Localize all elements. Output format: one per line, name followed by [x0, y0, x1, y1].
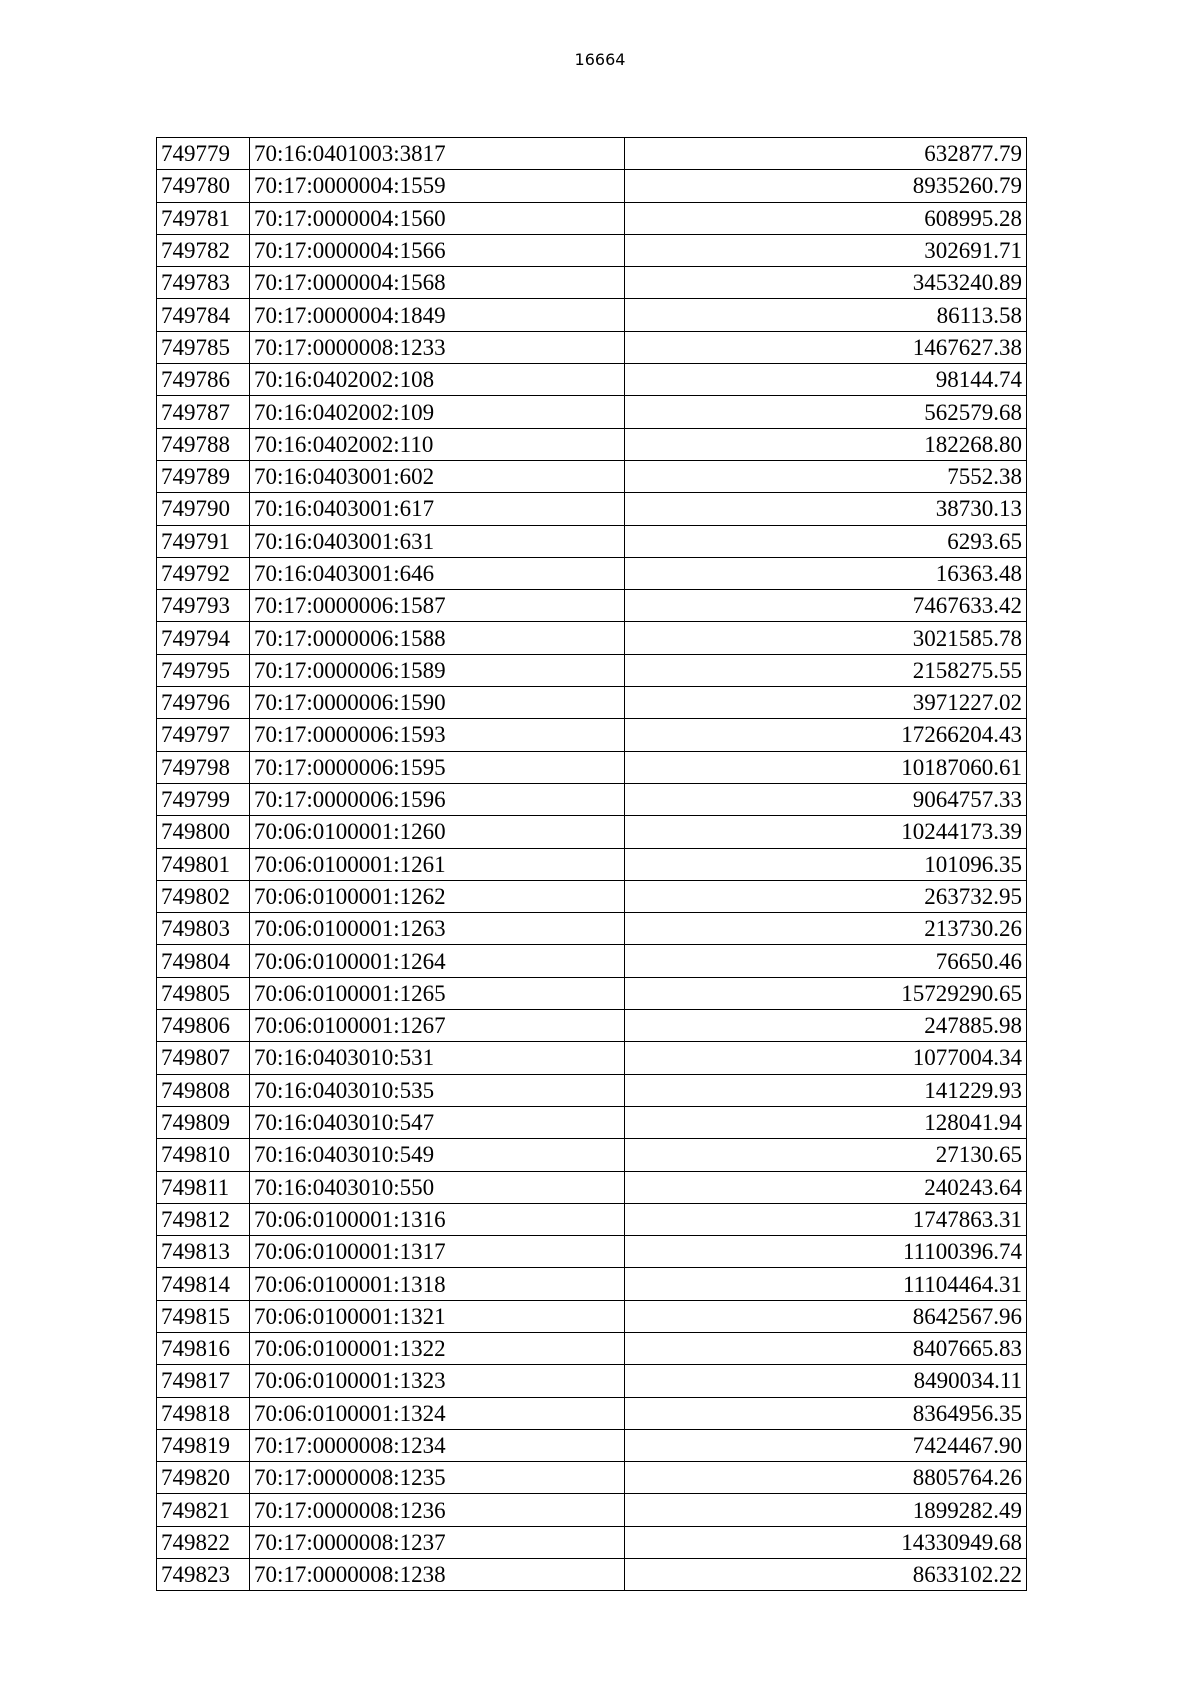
cadastral-value-cell: 608995.28	[625, 202, 1027, 234]
row-number-cell: 749808	[157, 1074, 250, 1106]
cadastral-value-cell: 8364956.35	[625, 1397, 1027, 1429]
table-row	[157, 1042, 1027, 1074]
row-number-cell: 749819	[157, 1429, 250, 1461]
cadastral-value-cell: 7552.38	[625, 460, 1027, 492]
table-row	[157, 1268, 1027, 1300]
cadastral-value-cell: 302691.71	[625, 234, 1027, 266]
cadastral-value-cell: 8935260.79	[625, 170, 1027, 202]
cadastral-value-cell: 1747863.31	[625, 1203, 1027, 1235]
row-number-cell: 749812	[157, 1203, 250, 1235]
cadastral-value-cell: 7424467.90	[625, 1429, 1027, 1461]
table-row	[157, 977, 1027, 1009]
cadastral-number-cell: 70:17:0000004:1849	[250, 299, 625, 331]
row-number-cell: 749796	[157, 687, 250, 719]
cadastral-value-cell: 240243.64	[625, 1171, 1027, 1203]
cadastral-number-cell: 70:17:0000004:1568	[250, 267, 625, 299]
cadastral-number-cell: 70:16:0403010:535	[250, 1074, 625, 1106]
table-row	[157, 234, 1027, 266]
row-number-cell: 749794	[157, 622, 250, 654]
cadastral-number-cell: 70:16:0403001:602	[250, 460, 625, 492]
table-row	[157, 880, 1027, 912]
cadastral-value-cell: 86113.58	[625, 299, 1027, 331]
table-row	[157, 396, 1027, 428]
cadastral-value-cell: 27130.65	[625, 1139, 1027, 1171]
table-row	[157, 1300, 1027, 1332]
cadastral-value-cell: 8633102.22	[625, 1559, 1027, 1591]
table-row	[157, 138, 1027, 170]
table-row	[157, 493, 1027, 525]
table-row	[157, 751, 1027, 783]
cadastral-value-cell: 15729290.65	[625, 977, 1027, 1009]
cadastral-number-cell: 70:17:0000004:1560	[250, 202, 625, 234]
table-row	[157, 945, 1027, 977]
table-row	[157, 1106, 1027, 1138]
cadastral-value-cell: 8805764.26	[625, 1462, 1027, 1494]
cadastral-number-cell: 70:06:0100001:1264	[250, 945, 625, 977]
table-row	[157, 719, 1027, 751]
cadastral-value-cell: 7467633.42	[625, 590, 1027, 622]
cadastral-value-cell: 16363.48	[625, 557, 1027, 589]
cadastral-value-cell: 8642567.96	[625, 1300, 1027, 1332]
cadastral-number-cell: 70:17:0000008:1234	[250, 1429, 625, 1461]
cadastral-number-cell: 70:17:0000008:1237	[250, 1526, 625, 1558]
cadastral-number-cell: 70:17:0000006:1588	[250, 622, 625, 654]
table-row	[157, 1559, 1027, 1591]
cadastral-number-cell: 70:16:0402002:110	[250, 428, 625, 460]
cadastral-value-cell: 632877.79	[625, 138, 1027, 170]
table-row	[157, 170, 1027, 202]
cadastral-number-cell: 70:06:0100001:1318	[250, 1268, 625, 1300]
row-number-cell: 749781	[157, 202, 250, 234]
row-number-cell: 749789	[157, 460, 250, 492]
cadastral-value-cell: 11104464.31	[625, 1268, 1027, 1300]
row-number-cell: 749782	[157, 234, 250, 266]
cadastral-value-cell: 2158275.55	[625, 654, 1027, 686]
cadastral-number-cell: 70:17:0000008:1238	[250, 1559, 625, 1591]
cadastral-value-cell: 38730.13	[625, 493, 1027, 525]
row-number-cell: 749795	[157, 654, 250, 686]
table-row	[157, 1332, 1027, 1364]
cadastral-value-cell: 3971227.02	[625, 687, 1027, 719]
cadastral-number-cell: 70:06:0100001:1321	[250, 1300, 625, 1332]
row-number-cell: 749793	[157, 590, 250, 622]
row-number-cell: 749792	[157, 557, 250, 589]
cadastral-number-cell: 70:17:0000008:1236	[250, 1494, 625, 1526]
cadastral-value-cell: 8407665.83	[625, 1332, 1027, 1364]
row-number-cell: 749787	[157, 396, 250, 428]
cadastral-number-cell: 70:06:0100001:1317	[250, 1236, 625, 1268]
cadastral-number-cell: 70:17:0000006:1587	[250, 590, 625, 622]
row-number-cell: 749821	[157, 1494, 250, 1526]
table-row	[157, 654, 1027, 686]
table-row	[157, 364, 1027, 396]
row-number-cell: 749816	[157, 1332, 250, 1364]
row-number-cell: 749780	[157, 170, 250, 202]
table-row	[157, 557, 1027, 589]
table-row	[157, 267, 1027, 299]
row-number-cell: 749788	[157, 428, 250, 460]
cadastral-number-cell: 70:17:0000008:1233	[250, 331, 625, 363]
cadastral-number-cell: 70:16:0403010:550	[250, 1171, 625, 1203]
table-row	[157, 331, 1027, 363]
cadastral-value-cell: 182268.80	[625, 428, 1027, 460]
cadastral-value-cell: 1899282.49	[625, 1494, 1027, 1526]
cadastral-number-cell: 70:16:0403001:631	[250, 525, 625, 557]
cadastral-value-cell: 3453240.89	[625, 267, 1027, 299]
cadastral-number-cell: 70:16:0403010:549	[250, 1139, 625, 1171]
cadastral-number-cell: 70:16:0402002:108	[250, 364, 625, 396]
row-number-cell: 749823	[157, 1559, 250, 1591]
table-row	[157, 590, 1027, 622]
row-number-cell: 749822	[157, 1526, 250, 1558]
cadastral-number-cell: 70:06:0100001:1260	[250, 816, 625, 848]
row-number-cell: 749810	[157, 1139, 250, 1171]
table-row	[157, 1010, 1027, 1042]
row-number-cell: 749798	[157, 751, 250, 783]
cadastral-number-cell: 70:16:0401003:3817	[250, 138, 625, 170]
row-number-cell: 749818	[157, 1397, 250, 1429]
cadastral-number-cell: 70:17:0000006:1593	[250, 719, 625, 751]
cadastral-number-cell: 70:06:0100001:1263	[250, 913, 625, 945]
cadastral-value-cell: 562579.68	[625, 396, 1027, 428]
row-number-cell: 749802	[157, 880, 250, 912]
cadastral-number-cell: 70:06:0100001:1322	[250, 1332, 625, 1364]
row-number-cell: 749809	[157, 1106, 250, 1138]
cadastral-value-cell: 14330949.68	[625, 1526, 1027, 1558]
cadastral-value-cell: 141229.93	[625, 1074, 1027, 1106]
cadastral-value-cell: 10244173.39	[625, 816, 1027, 848]
row-number-cell: 749806	[157, 1010, 250, 1042]
cadastral-value-cell: 6293.65	[625, 525, 1027, 557]
page-number: 16664	[574, 50, 626, 69]
row-number-cell: 749791	[157, 525, 250, 557]
cadastral-value-cell: 9064757.33	[625, 783, 1027, 815]
cadastral-number-cell: 70:16:0403001:646	[250, 557, 625, 589]
cadastral-value-table	[156, 137, 1027, 1591]
cadastral-value-cell: 213730.26	[625, 913, 1027, 945]
table-row	[157, 816, 1027, 848]
row-number-cell: 749779	[157, 138, 250, 170]
table-row	[157, 783, 1027, 815]
table-row	[157, 525, 1027, 557]
row-number-cell: 749799	[157, 783, 250, 815]
table-row	[157, 1139, 1027, 1171]
cadastral-number-cell: 70:17:0000006:1596	[250, 783, 625, 815]
row-number-cell: 749786	[157, 364, 250, 396]
row-number-cell: 749820	[157, 1462, 250, 1494]
cadastral-value-cell: 1467627.38	[625, 331, 1027, 363]
row-number-cell: 749804	[157, 945, 250, 977]
cadastral-value-cell: 263732.95	[625, 880, 1027, 912]
table-row	[157, 622, 1027, 654]
cadastral-number-cell: 70:06:0100001:1324	[250, 1397, 625, 1429]
table-row	[157, 1074, 1027, 1106]
cadastral-value-cell: 17266204.43	[625, 719, 1027, 751]
table-row	[157, 1494, 1027, 1526]
cadastral-number-cell: 70:17:0000006:1590	[250, 687, 625, 719]
table-row	[157, 1236, 1027, 1268]
table-row	[157, 1526, 1027, 1558]
table-row	[157, 460, 1027, 492]
cadastral-number-cell: 70:17:0000008:1235	[250, 1462, 625, 1494]
cadastral-number-cell: 70:16:0403010:547	[250, 1106, 625, 1138]
table-row	[157, 1397, 1027, 1429]
row-number-cell: 749797	[157, 719, 250, 751]
cadastral-value-cell: 128041.94	[625, 1106, 1027, 1138]
row-number-cell: 749785	[157, 331, 250, 363]
row-number-cell: 749811	[157, 1171, 250, 1203]
cadastral-number-cell: 70:17:0000006:1595	[250, 751, 625, 783]
cadastral-value-cell: 247885.98	[625, 1010, 1027, 1042]
cadastral-value-cell: 101096.35	[625, 848, 1027, 880]
cadastral-number-cell: 70:06:0100001:1323	[250, 1365, 625, 1397]
table-row	[157, 1429, 1027, 1461]
row-number-cell: 749801	[157, 848, 250, 880]
row-number-cell: 749803	[157, 913, 250, 945]
table-row	[157, 428, 1027, 460]
cadastral-number-cell: 70:06:0100001:1262	[250, 880, 625, 912]
cadastral-number-cell: 70:17:0000004:1566	[250, 234, 625, 266]
cadastral-number-cell: 70:06:0100001:1267	[250, 1010, 625, 1042]
cadastral-value-cell: 3021585.78	[625, 622, 1027, 654]
table-row	[157, 202, 1027, 234]
cadastral-value-cell: 11100396.74	[625, 1236, 1027, 1268]
row-number-cell: 749814	[157, 1268, 250, 1300]
row-number-cell: 749784	[157, 299, 250, 331]
row-number-cell: 749800	[157, 816, 250, 848]
table-row	[157, 913, 1027, 945]
cadastral-number-cell: 70:06:0100001:1265	[250, 977, 625, 1009]
row-number-cell: 749783	[157, 267, 250, 299]
cadastral-value-cell: 1077004.34	[625, 1042, 1027, 1074]
cadastral-number-cell: 70:06:0100001:1261	[250, 848, 625, 880]
cadastral-number-cell: 70:06:0100001:1316	[250, 1203, 625, 1235]
table-row	[157, 848, 1027, 880]
cadastral-number-cell: 70:16:0403001:617	[250, 493, 625, 525]
table-row	[157, 687, 1027, 719]
row-number-cell: 749790	[157, 493, 250, 525]
table-row	[157, 1365, 1027, 1397]
cadastral-number-cell: 70:17:0000006:1589	[250, 654, 625, 686]
cadastral-value-cell: 76650.46	[625, 945, 1027, 977]
row-number-cell: 749817	[157, 1365, 250, 1397]
row-number-cell: 749807	[157, 1042, 250, 1074]
cadastral-value-cell: 8490034.11	[625, 1365, 1027, 1397]
cadastral-number-cell: 70:16:0403010:531	[250, 1042, 625, 1074]
table-row	[157, 1171, 1027, 1203]
row-number-cell: 749815	[157, 1300, 250, 1332]
table-body	[157, 138, 1027, 1591]
table-row	[157, 299, 1027, 331]
cadastral-number-cell: 70:17:0000004:1559	[250, 170, 625, 202]
cadastral-number-cell: 70:16:0402002:109	[250, 396, 625, 428]
table-row	[157, 1462, 1027, 1494]
table-row	[157, 1203, 1027, 1235]
row-number-cell: 749813	[157, 1236, 250, 1268]
cadastral-value-cell: 98144.74	[625, 364, 1027, 396]
row-number-cell: 749805	[157, 977, 250, 1009]
cadastral-value-cell: 10187060.61	[625, 751, 1027, 783]
